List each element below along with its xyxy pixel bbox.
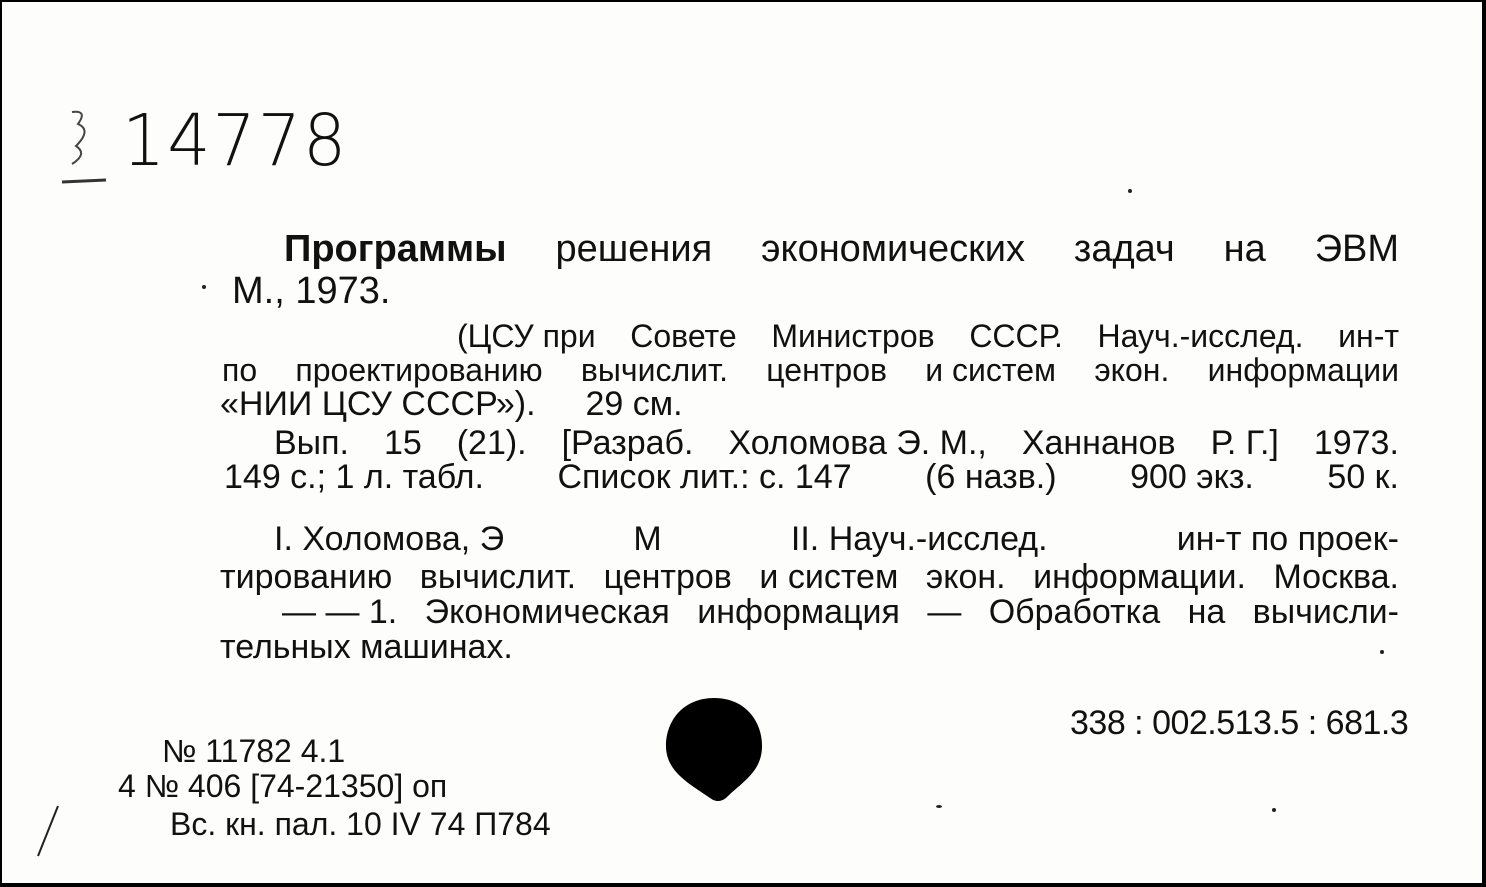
title-word: ЭВМ xyxy=(1314,228,1399,270)
issue-line: Вып. 15 (21). [Разраб. Холомова Э. М., Ханнанов Р. Г.] 1973. xyxy=(274,424,1399,462)
title-line xyxy=(284,230,1399,268)
punch-hole-icon xyxy=(664,694,764,804)
series-note-line-3: «НИИ ЦСУ СССР»). 29 см. xyxy=(220,385,683,423)
tracing-line-2: тированию вычислит. центров и систем экон. информации. Москва. xyxy=(220,558,1399,596)
stray-dot xyxy=(202,285,206,289)
registration-number: № 11782 4.1 xyxy=(162,733,346,769)
handwritten-accession-number: 14778 xyxy=(122,100,349,183)
pencil-mark-icon xyxy=(58,106,114,186)
stray-dot xyxy=(1380,650,1384,654)
catalog-card xyxy=(2,2,1482,883)
title-word: Программы xyxy=(284,228,507,270)
title-word: экономических xyxy=(761,228,1025,270)
udc-classification: 338 : 002.513.5 : 681.3 xyxy=(1070,704,1409,742)
title-word: решения xyxy=(555,228,713,270)
dimensions: 29 см. xyxy=(585,385,683,423)
stray-dot xyxy=(1128,189,1132,193)
order-number: 4 № 406 [74-21350] оп xyxy=(118,768,448,804)
series-note-line-2: по проектированию вычислит. центров и систем экон. информации xyxy=(222,352,1399,388)
book-chamber-line: Вс. кн. пал. 10 IV 74 П784 xyxy=(170,806,551,842)
stray-dot xyxy=(936,805,942,808)
collation-line: 149 с.; 1 л. табл. Список лит.: с. 147 (6 назв.) 900 экз. 50 к. xyxy=(224,458,1399,496)
title-word: на xyxy=(1223,228,1266,270)
tracing-line-1: I. Холомова, Э М II. Науч.-исслед. ин-т по проек- xyxy=(274,520,1399,558)
series-note-line-1: (ЦСУ при Совете Министров СССР. Науч.-исслед. ин-т xyxy=(457,318,1399,354)
stray-dot xyxy=(1272,808,1276,812)
tracing-line-3: — — 1. Экономическая информация — Обработка на вычисли- xyxy=(282,593,1399,631)
imprint: М., 1973. xyxy=(232,270,391,312)
tracing-line-4: тельных машинах. xyxy=(220,628,513,666)
title-word: задач xyxy=(1073,228,1175,270)
pencil-stroke-icon xyxy=(32,802,62,862)
